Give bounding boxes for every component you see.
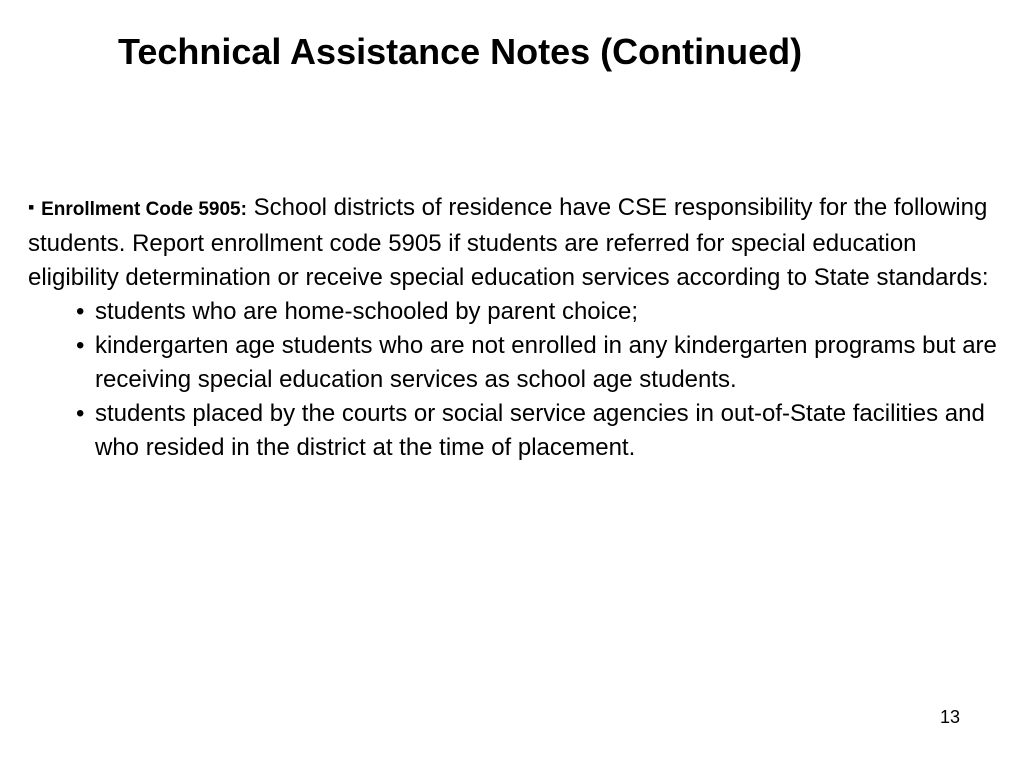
bullet-icon: •: [76, 332, 85, 359]
slide-body: [28, 190, 1003, 465]
list-item: [28, 295, 1003, 329]
list-item-text: kindergarten age students who are not enrolled in any kindergarten programs but are receiving special education services as school age students.: [95, 332, 997, 393]
enrollment-code-paragraph: [28, 190, 1003, 295]
page-number: 13: [940, 707, 961, 727]
enrollment-code-colon: :: [240, 199, 247, 220]
enrollment-code-description: School districts of residence have CSE responsibility for the following students. Report enrollment code 5905 if students are referred for special education eligibility determination or receive special education services according to State standards:: [28, 194, 989, 291]
list-item: [28, 329, 1003, 397]
bullet-icon: •: [76, 298, 85, 325]
list-item-text: students placed by the courts or social service agencies in out-of-State facilities and who resided in the district at the time of placement.: [95, 400, 985, 461]
list-item: [28, 397, 1003, 465]
square-bullet-icon: ▪: [28, 197, 35, 217]
enrollment-code-label: Enrollment Code 5905: [41, 199, 241, 220]
student-list: [28, 295, 1003, 465]
list-item-text: students who are home-schooled by parent choice;: [95, 298, 638, 325]
bullet-icon: •: [76, 400, 85, 427]
slide-title: Technical Assistance Notes (Continued): [118, 31, 803, 72]
